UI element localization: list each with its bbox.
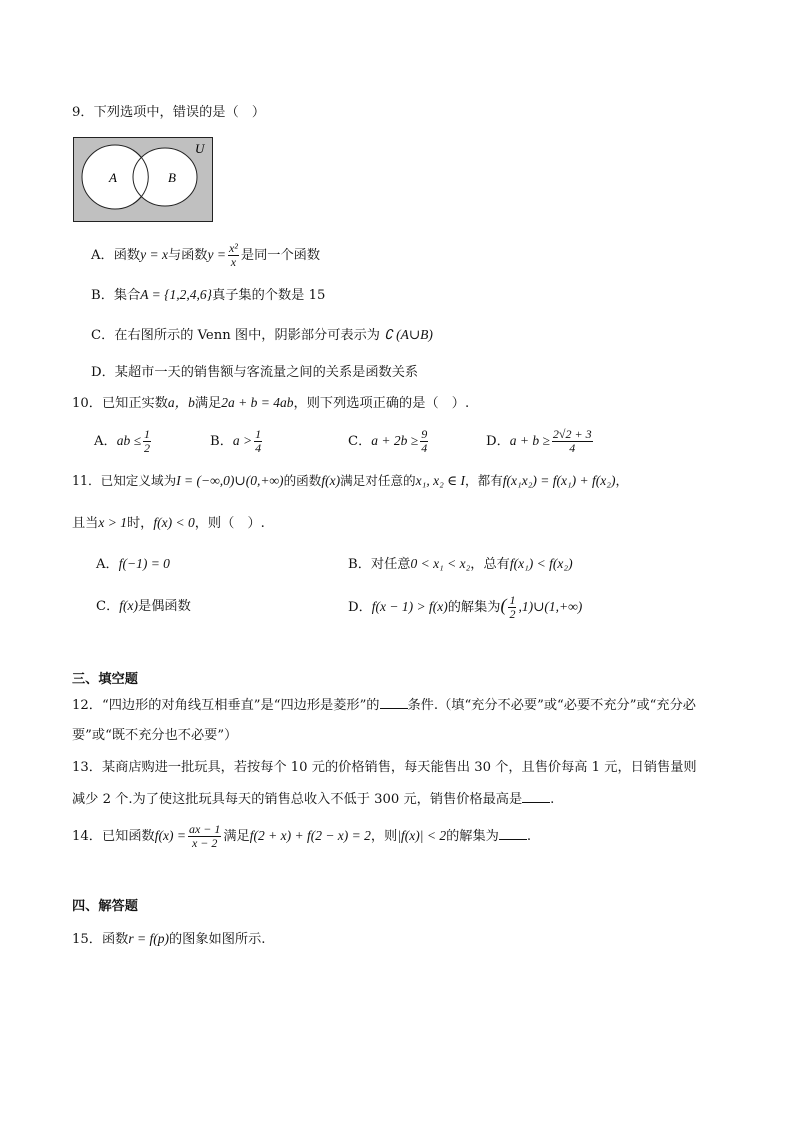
q11-option-c: C．f(x)是偶函数 xyxy=(96,598,191,614)
label-u: U xyxy=(195,141,205,156)
q11-option-a: A．f(−1) = 0 xyxy=(96,556,170,572)
q12-line1: 12．“四边形的对角线互相垂直”是“四边形是菱形”的 条件.（填“充分不必要”或“必要不充分”或“充分必 xyxy=(72,695,696,716)
venn-diagram xyxy=(73,137,213,222)
q11-option-d: D．f(x − 1) > f(x)的解集为( $\frac{1}{2}$ ,1)∪(1,+∞) xyxy=(348,593,583,621)
q13-line1: 13．某商店购进一批玩具，若按每个 10 元的价格销售，每天能售出 30 个，且售价每高 1 元，日销售量则 xyxy=(72,760,697,775)
label-b: B xyxy=(168,170,176,185)
section-solution-heading: 四、解答题 xyxy=(72,899,138,914)
q10-option-a: A．ab ≤ $\frac{1}{2}$ xyxy=(94,427,151,455)
q13-answer-blank xyxy=(522,789,550,803)
q9-option-a: A．函数y = x与函数y = $\frac{\text{x²}}{x}$ 是同一个函数 xyxy=(91,241,321,269)
q9-option-c: C．在右图所示的 Venn 图中，阴影部分可表示为 ∁ (A∪B) xyxy=(91,327,433,343)
section-fill-in-blank-heading: 三、填空题 xyxy=(72,672,138,687)
q11-stem-line2: 且当x > 1时，f(x) < 0，则（ ）. xyxy=(72,515,265,531)
q9-option-b: B．集合A = {1,2,4,6}真子集的个数是 15 xyxy=(91,287,326,303)
q10-option-c: C．a + 2b ≥ $\frac{9}{4}$ xyxy=(348,427,428,455)
q9-option-d: D．某超市一天的销售额与客流量之间的关系是函数关系 xyxy=(91,365,419,380)
q10-option-b: B．a > $\frac{1}{4}$ xyxy=(210,427,262,455)
q11-stem: 11．已知定义域为I = (−∞,0)∪(0,+∞)的函数f(x)满足对任意的x₁, x₂ ∈ I，都有f(x₁x₂) = f(x₁) + f(x₂)， xyxy=(72,473,629,488)
q12-line2: 要”或“既不充分也不必要”） xyxy=(72,728,238,743)
q11-option-b: B．对任意0 < x₁ < x₂，总有f(x₁) < f(x₂) xyxy=(348,556,573,572)
q9-stem: 9．下列选项中，错误的是（ ） xyxy=(72,105,266,120)
q14-stem: 14．已知函数f(x) = $\frac{ax - 1}{x - 2}$ 满足f(2 + x) + f(2 − x) = 2，则|f(x)| < 2的解集为 . xyxy=(72,822,532,850)
q15-stem: 15．函数r = f(p)的图象如图所示. xyxy=(72,931,266,947)
set-b-circle xyxy=(133,148,197,206)
q9-a-fraction: $\frac{\text{x²}}{x}$ xyxy=(228,241,238,269)
q10-stem: 10．已知正实数a，b满足2a + b = 4ab，则下列选项正确的是（ ）. xyxy=(72,395,470,411)
q14-answer-blank xyxy=(499,826,527,840)
q10-option-d: D．a + b ≥ $\frac{2√2 + 3}{4}$ xyxy=(486,427,592,455)
label-a: A xyxy=(109,170,117,185)
q13-line2: 减少 2 个.为了使这批玩具每天的销售总收入不低于 300 元，销售价格最高是 . xyxy=(72,789,554,810)
q12-answer-blank xyxy=(380,695,408,709)
